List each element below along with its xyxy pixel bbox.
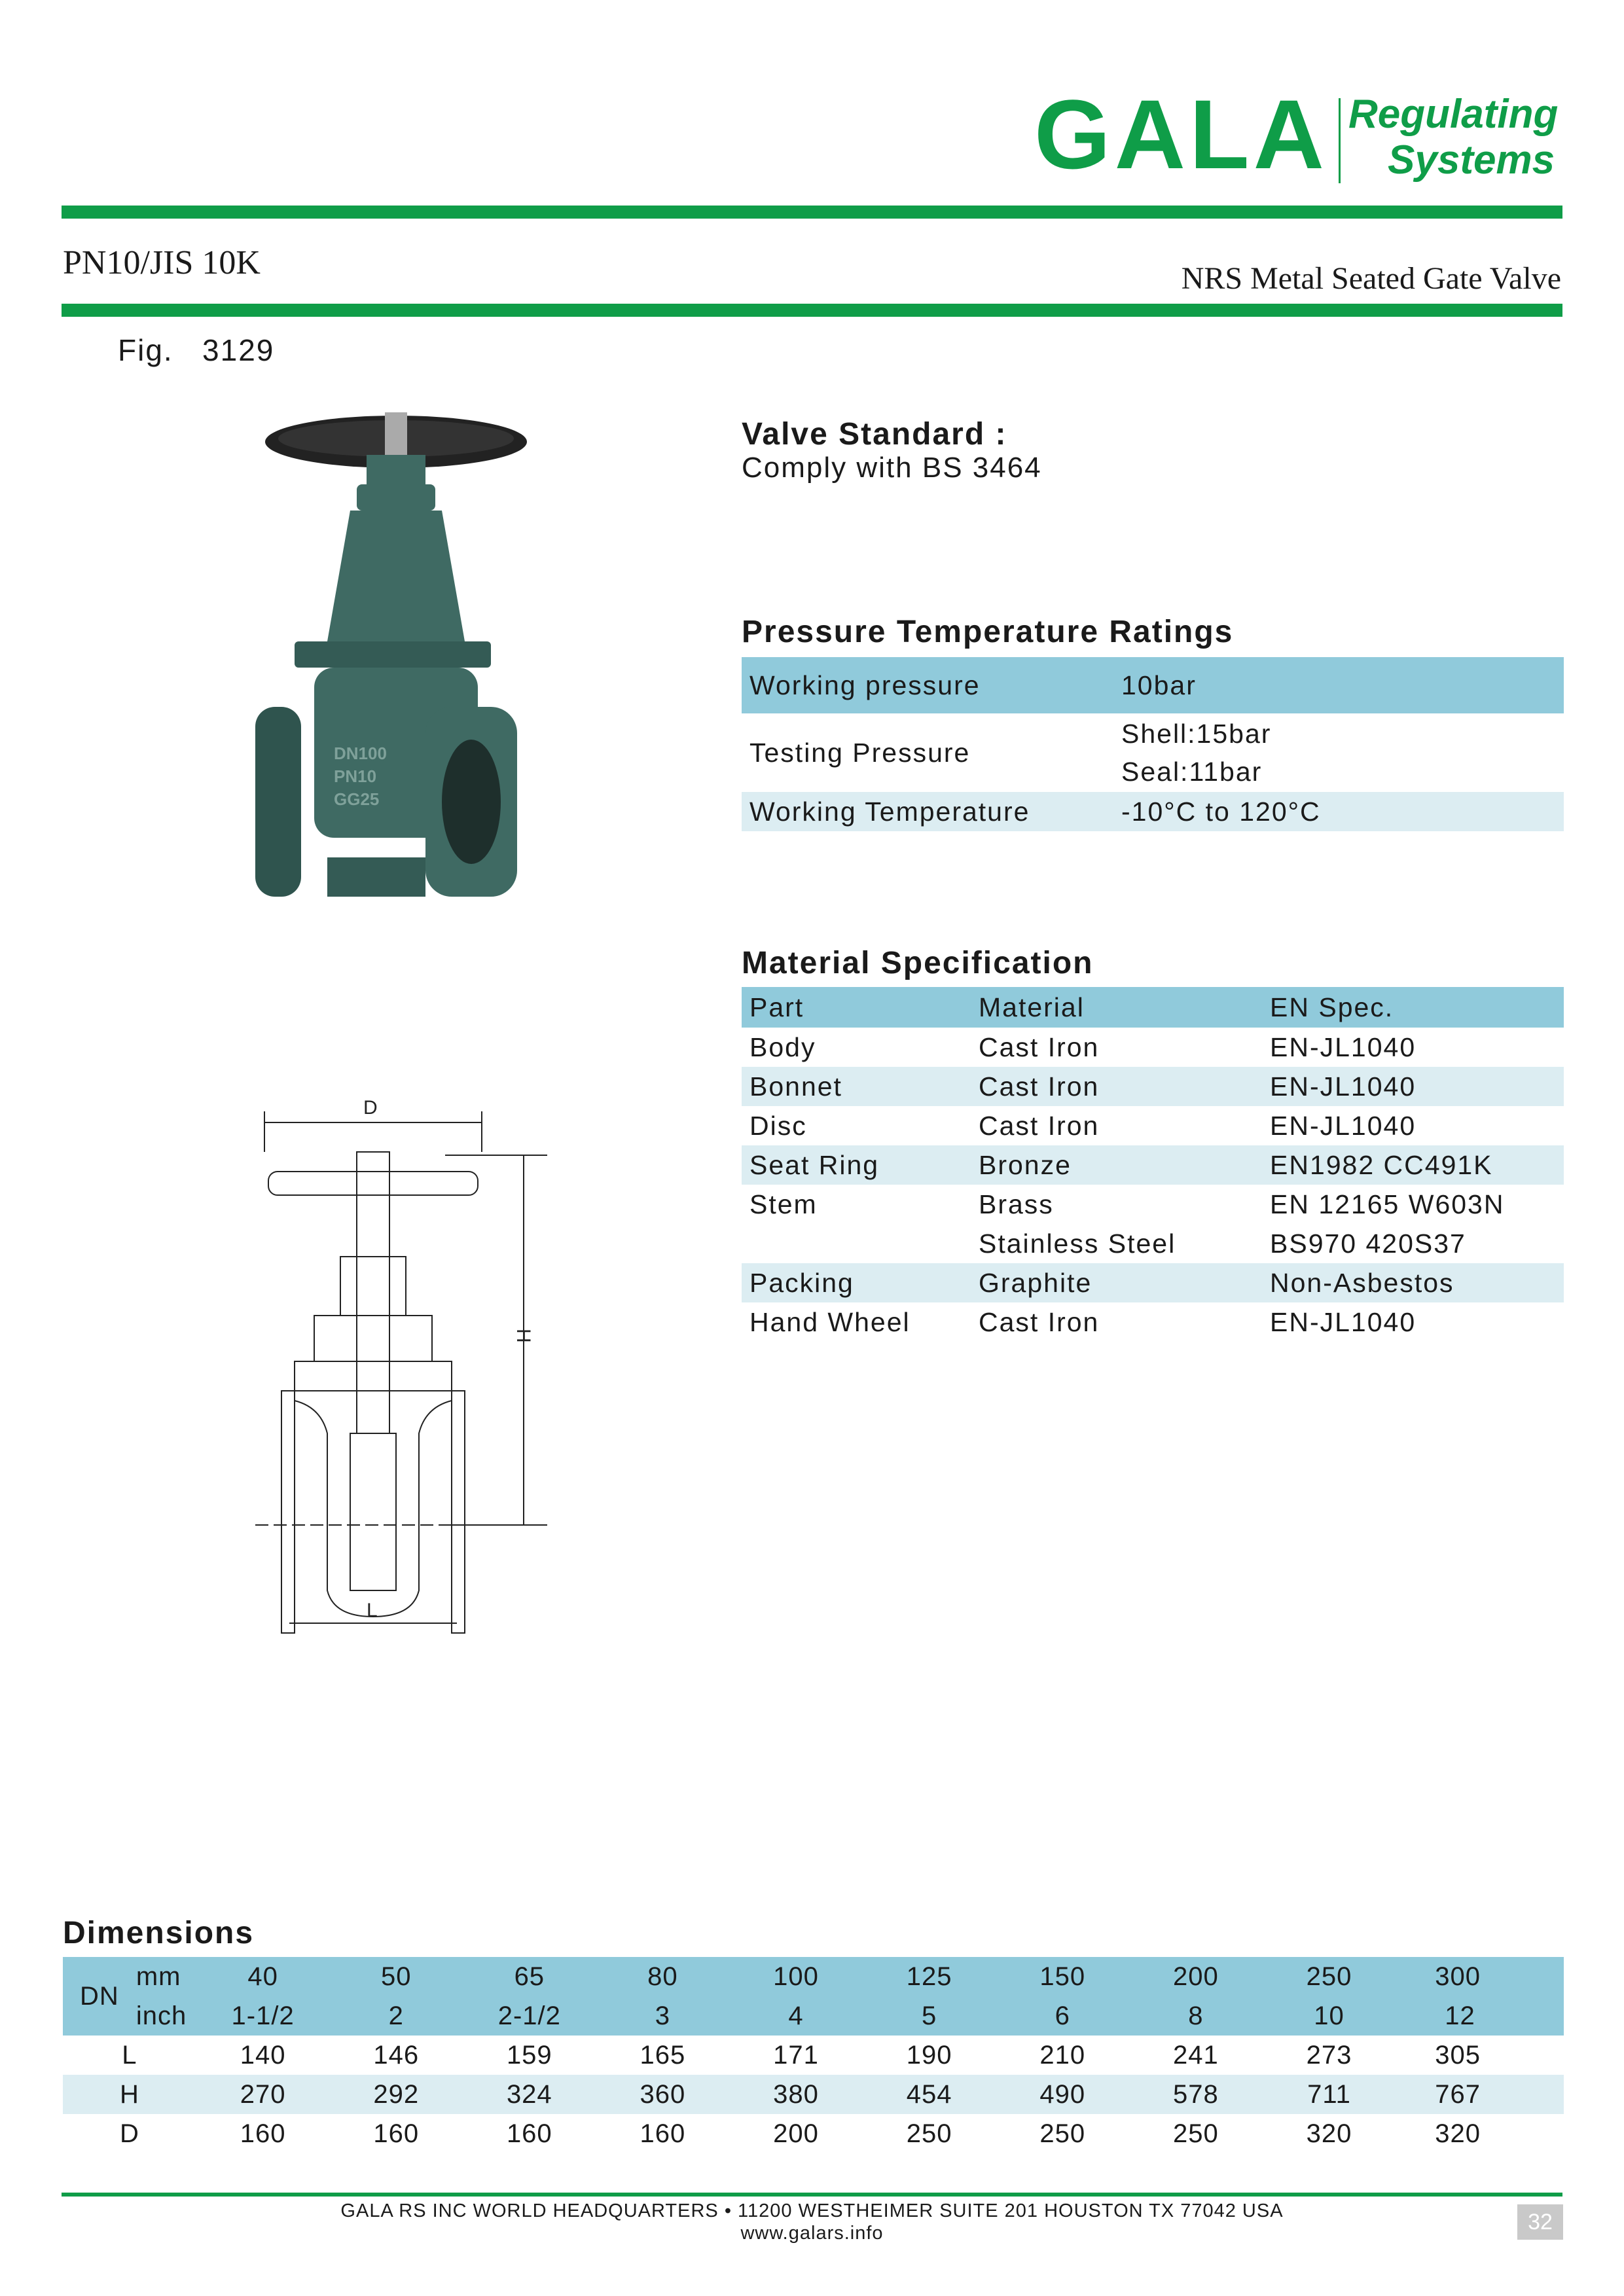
table-cell bbox=[742, 1224, 971, 1263]
table-cell: 146 bbox=[373, 2040, 420, 2070]
table-cell: 1-1/2 bbox=[231, 2001, 295, 2030]
table-cell: 40 bbox=[247, 1962, 278, 1991]
table-cell: 6 bbox=[1055, 2001, 1070, 2030]
pressure-label: Working pressure bbox=[749, 670, 981, 700]
dimensions-table bbox=[63, 1957, 1564, 2153]
page-number: 32 bbox=[1517, 2204, 1563, 2240]
table-cell: Stem bbox=[749, 1189, 818, 1219]
dimensions-mm-row bbox=[63, 1957, 1564, 1996]
table-cell: 360 bbox=[640, 2079, 686, 2109]
pressure-value-shell: Shell:15bar bbox=[1121, 719, 1272, 749]
dimensions-title: Dimensions bbox=[63, 1916, 255, 1950]
column-header: EN Spec. bbox=[1270, 992, 1394, 1022]
table-cell: 50 bbox=[380, 1962, 412, 1991]
valve-standard-text: Comply with BS 3464 bbox=[742, 452, 1042, 484]
table-cell: 80 bbox=[647, 1962, 678, 1991]
table-cell: 324 bbox=[506, 2079, 552, 2109]
table-cell: EN-JL1040 bbox=[1270, 1306, 1416, 1337]
row-label: H bbox=[119, 2079, 139, 2109]
table-cell: 190 bbox=[906, 2040, 952, 2070]
table-row bbox=[742, 713, 1564, 792]
table-cell: 140 bbox=[240, 2040, 286, 2070]
table-cell: 210 bbox=[1039, 2040, 1086, 2070]
table-cell: 270 bbox=[240, 2079, 286, 2109]
table-row bbox=[742, 1145, 1564, 1185]
table-cell: 160 bbox=[240, 2119, 286, 2148]
table-cell: Graphite bbox=[979, 1267, 1092, 1298]
table-cell: Non-Asbestos bbox=[1270, 1267, 1454, 1298]
column-header: Part bbox=[749, 992, 804, 1022]
material-spec-table bbox=[742, 987, 1564, 1342]
table-cell: 8 bbox=[1188, 2001, 1204, 2030]
table-cell: 125 bbox=[906, 1962, 952, 1991]
table-cell: 578 bbox=[1172, 2079, 1219, 2109]
dimensions-inch-row bbox=[63, 1996, 1564, 2036]
table-cell: 150 bbox=[1039, 1962, 1086, 1991]
table-cell: 165 bbox=[640, 2040, 686, 2070]
table-cell: 2-1/2 bbox=[497, 2001, 561, 2030]
logo-divider bbox=[1339, 98, 1341, 183]
table-cell: EN-JL1040 bbox=[1270, 1031, 1416, 1062]
table-cell: 5 bbox=[922, 2001, 937, 2030]
table-cell: Cast Iron bbox=[979, 1110, 1100, 1141]
table-cell: Bronze bbox=[979, 1149, 1072, 1180]
table-cell: EN-JL1040 bbox=[1270, 1110, 1416, 1141]
table-cell: 273 bbox=[1306, 2040, 1352, 2070]
table-cell: 380 bbox=[773, 2079, 819, 2109]
table-row bbox=[742, 1028, 1564, 1067]
table-cell: 200 bbox=[773, 2119, 819, 2148]
logo-subtitle-1: Regulating bbox=[1348, 92, 1559, 137]
table-cell: 241 bbox=[1172, 2040, 1219, 2070]
table-cell: EN-JL1040 bbox=[1270, 1071, 1416, 1102]
pressure-ratings-title: Pressure Temperature Ratings bbox=[742, 615, 1234, 649]
table-row bbox=[742, 1185, 1564, 1224]
table-cell: Hand Wheel bbox=[749, 1306, 911, 1337]
table-cell: 65 bbox=[514, 1962, 545, 1991]
table-cell: EN1982 CC491K bbox=[1270, 1149, 1493, 1180]
table-row bbox=[742, 1224, 1564, 1263]
table-row bbox=[742, 1263, 1564, 1302]
row-label: D bbox=[119, 2119, 139, 2148]
valve-photo bbox=[236, 406, 537, 956]
table-cell: Disc bbox=[749, 1110, 807, 1141]
svg-text:PN10: PN10 bbox=[334, 766, 377, 786]
drawing-l-label: L bbox=[367, 1600, 378, 1621]
row-label: L bbox=[122, 2040, 137, 2070]
table-row bbox=[742, 657, 1564, 713]
table-cell: Bonnet bbox=[749, 1071, 842, 1102]
pressure-label: Testing Pressure bbox=[749, 737, 971, 768]
table-cell: Brass bbox=[979, 1189, 1054, 1219]
column-header: Material bbox=[979, 992, 1085, 1022]
table-cell: 292 bbox=[373, 2079, 420, 2109]
dimensions-row-l bbox=[63, 2036, 1564, 2075]
table-cell: 2 bbox=[388, 2001, 404, 2030]
dn-label: DN bbox=[80, 1981, 119, 2011]
table-cell: 160 bbox=[506, 2119, 552, 2148]
figure-label: Fig. 3129 bbox=[118, 333, 275, 367]
pressure-value: 10bar bbox=[1121, 670, 1197, 700]
dimensions-row-h bbox=[63, 2075, 1564, 2114]
table-cell: Cast Iron bbox=[979, 1031, 1100, 1062]
table-cell: 305 bbox=[1435, 2040, 1481, 2070]
svg-text:GG25: GG25 bbox=[334, 789, 380, 809]
footer-divider bbox=[62, 2193, 1562, 2197]
header-bar-bottom bbox=[62, 304, 1562, 317]
table-cell: Packing bbox=[749, 1267, 854, 1298]
valve-technical-drawing bbox=[255, 1093, 556, 1662]
table-cell: 250 bbox=[1172, 2119, 1219, 2148]
table-cell: 250 bbox=[906, 2119, 952, 2148]
drawing-h-label: H bbox=[513, 1329, 534, 1343]
table-cell: 320 bbox=[1306, 2119, 1352, 2148]
footer-website[interactable]: www.galars.info bbox=[740, 2223, 884, 2244]
pressure-ratings-table bbox=[742, 657, 1564, 831]
logo-subtitle-2: Systems bbox=[1388, 137, 1555, 183]
valve-standard-title: Valve Standard : bbox=[742, 417, 1007, 452]
header-bar-top bbox=[62, 206, 1562, 219]
table-cell: BS970 420S37 bbox=[1270, 1228, 1466, 1259]
table-row bbox=[742, 1106, 1564, 1145]
table-cell: 12 bbox=[1445, 2001, 1475, 2030]
material-spec-title: Material Specification bbox=[742, 946, 1094, 980]
table-cell: 490 bbox=[1039, 2079, 1086, 2109]
table-header-row bbox=[742, 987, 1564, 1028]
pressure-label: Working Temperature bbox=[749, 796, 1030, 827]
brand-logo: GALA bbox=[1034, 79, 1328, 189]
table-cell: 767 bbox=[1435, 2079, 1481, 2109]
table-cell: 250 bbox=[1039, 2119, 1086, 2148]
product-name: NRS Metal Seated Gate Valve bbox=[1181, 261, 1561, 296]
table-cell: 250 bbox=[1306, 1962, 1352, 1991]
table-cell: EN 12165 W603N bbox=[1270, 1189, 1505, 1219]
inch-label: inch bbox=[135, 2001, 187, 2030]
table-cell: 4 bbox=[788, 2001, 804, 2030]
drawing-d-label: D bbox=[363, 1097, 378, 1119]
pressure-value-seal: Seal:11bar bbox=[1121, 757, 1263, 787]
table-cell: 159 bbox=[506, 2040, 552, 2070]
mm-label: mm bbox=[135, 1962, 181, 1991]
svg-text:DN100: DN100 bbox=[334, 744, 387, 763]
footer-address: GALA RS INC WORLD HEADQUARTERS • 11200 WESTHEIMER SUITE 201 HOUSTON TX 77042 USA bbox=[340, 2200, 1284, 2221]
table-cell: 300 bbox=[1435, 1962, 1481, 1991]
table-cell: Stainless Steel bbox=[979, 1228, 1176, 1259]
table-cell: 100 bbox=[773, 1962, 819, 1991]
table-cell: 711 bbox=[1307, 2079, 1351, 2109]
table-cell: 454 bbox=[906, 2079, 952, 2109]
table-row bbox=[742, 792, 1564, 831]
table-cell: 160 bbox=[640, 2119, 686, 2148]
pressure-rating-title: PN10/JIS 10K bbox=[63, 244, 261, 281]
table-cell: 320 bbox=[1435, 2119, 1481, 2148]
table-cell: 3 bbox=[655, 2001, 671, 2030]
table-row bbox=[742, 1302, 1564, 1342]
table-cell: 160 bbox=[373, 2119, 420, 2148]
table-cell: Body bbox=[749, 1031, 816, 1062]
table-cell: Seat Ring bbox=[749, 1149, 880, 1180]
table-cell: Cast Iron bbox=[979, 1306, 1100, 1337]
table-cell: Cast Iron bbox=[979, 1071, 1100, 1102]
table-cell: 200 bbox=[1172, 1962, 1219, 1991]
table-row bbox=[742, 1067, 1564, 1106]
dimensions-row-d bbox=[63, 2114, 1564, 2153]
table-cell: 10 bbox=[1314, 2001, 1344, 2030]
pressure-value: -10°C to 120°C bbox=[1121, 796, 1321, 827]
table-cell: 171 bbox=[773, 2040, 819, 2070]
